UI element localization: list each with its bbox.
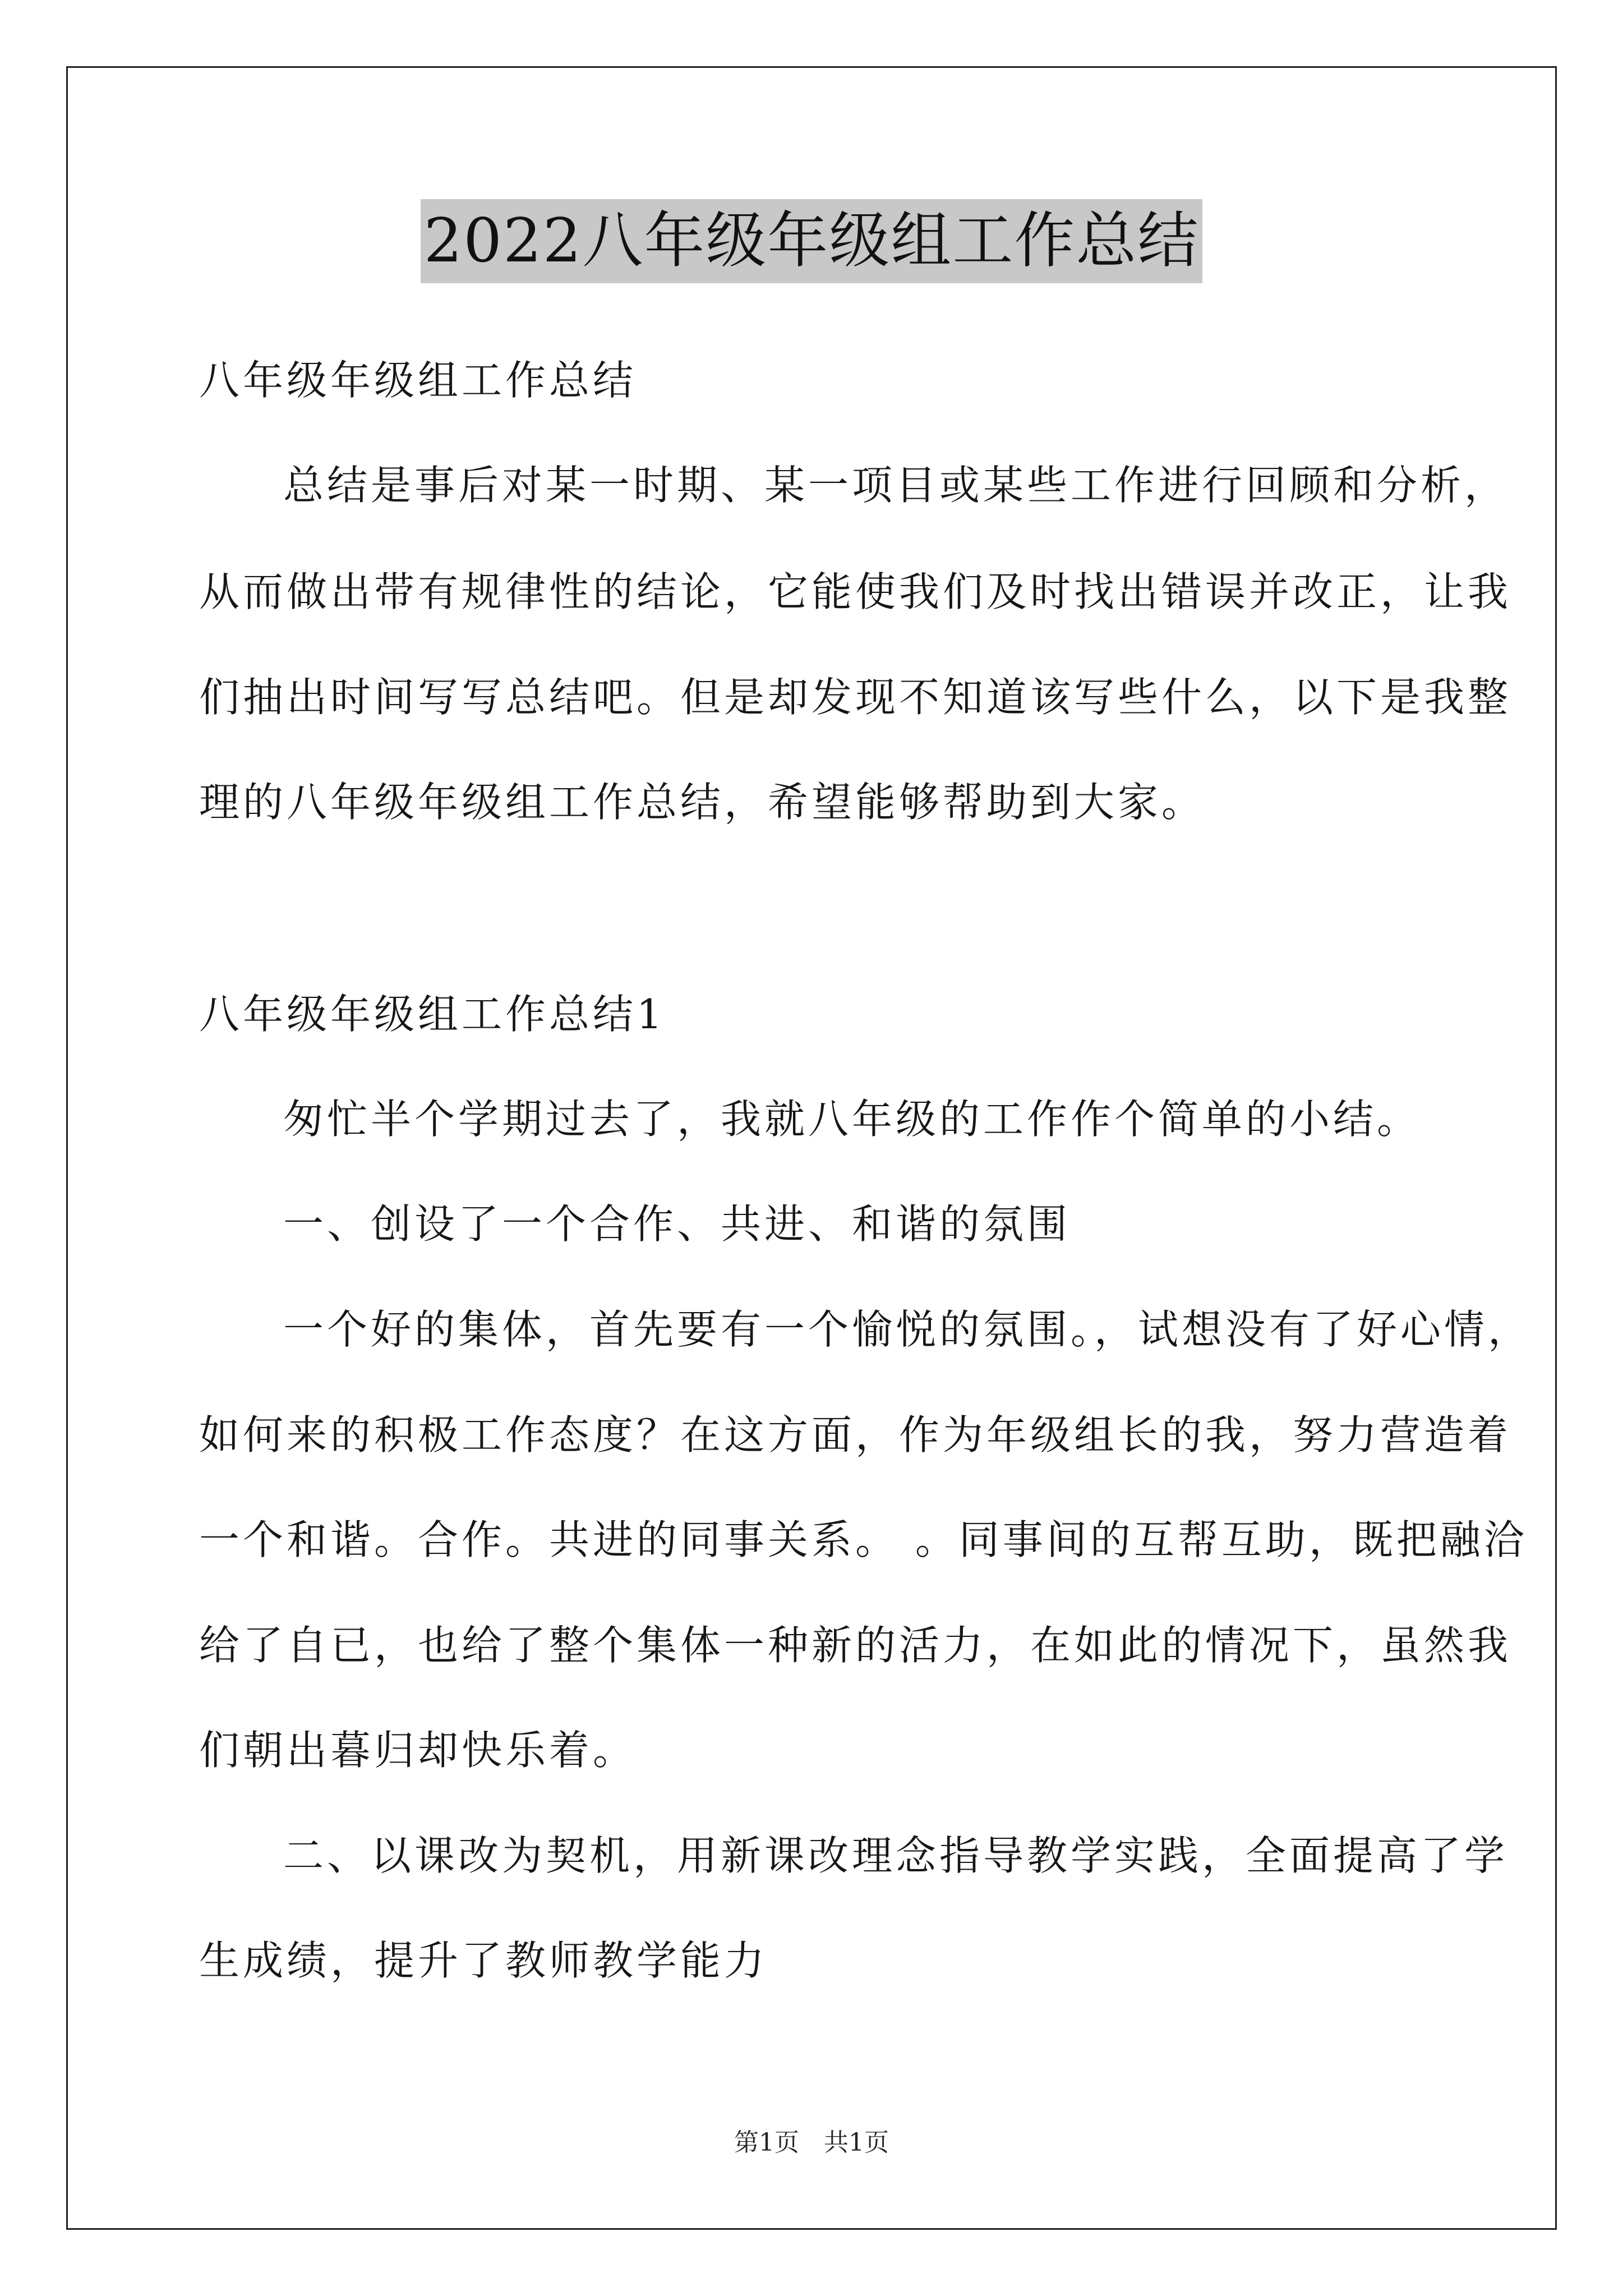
paragraph-line: 二、以课改为契机，用新课改理念指导教学实践，全面提高了学 [283, 1832, 1509, 1879]
paragraph-line: 理的八年级年级组工作总结，希望能够帮助到大家。 [199, 779, 1206, 826]
paragraph-line: 从而做出带有规律性的结论，它能使我们及时找出错误并改正，让我 [199, 568, 1512, 615]
paragraph-line: 总结是事后对某一时期、某一项目或某些工作进行回顾和分析， [283, 462, 1509, 509]
section-heading: 八年级年级组工作总结1 [199, 991, 666, 1038]
page-footer: 第1页 共1页 [734, 2128, 889, 2157]
paragraph-line: 生成绩，提升了教师教学能力 [199, 1937, 768, 1984]
title-container [0, 199, 1623, 283]
paragraph-line: 一个好的集体，首先要有一个愉悦的氛围。，试想没有了好心情， [283, 1306, 1532, 1353]
paragraph-line: 们朝出暮归却快乐着。 [199, 1727, 637, 1774]
paragraph-line: 如何来的积极工作态度？在这方面，作为年级组长的我，努力营造着 [199, 1411, 1512, 1458]
subtitle: 八年级年级组工作总结 [199, 357, 637, 404]
paragraph-line: 一、创设了一个合作、共进、和谐的氛围 [283, 1200, 1071, 1248]
document-title: 2022八年级年级组工作总结 [421, 199, 1203, 283]
paragraph-line: 们抽出时间写写总结吧。但是却发现不知道该写些什么，以下是我整 [199, 674, 1512, 721]
paragraph-line: 给了自已，也给了整个集体一种新的活力，在如此的情况下，虽然我 [199, 1622, 1512, 1669]
paragraph-line: 匆忙半个学期过去了，我就八年级的工作作个简单的小结。 [283, 1096, 1421, 1143]
paragraph-line: 一个和谐。合作。共进的同事关系。 。同事间的互帮互助，既把融洽 [199, 1516, 1528, 1563]
